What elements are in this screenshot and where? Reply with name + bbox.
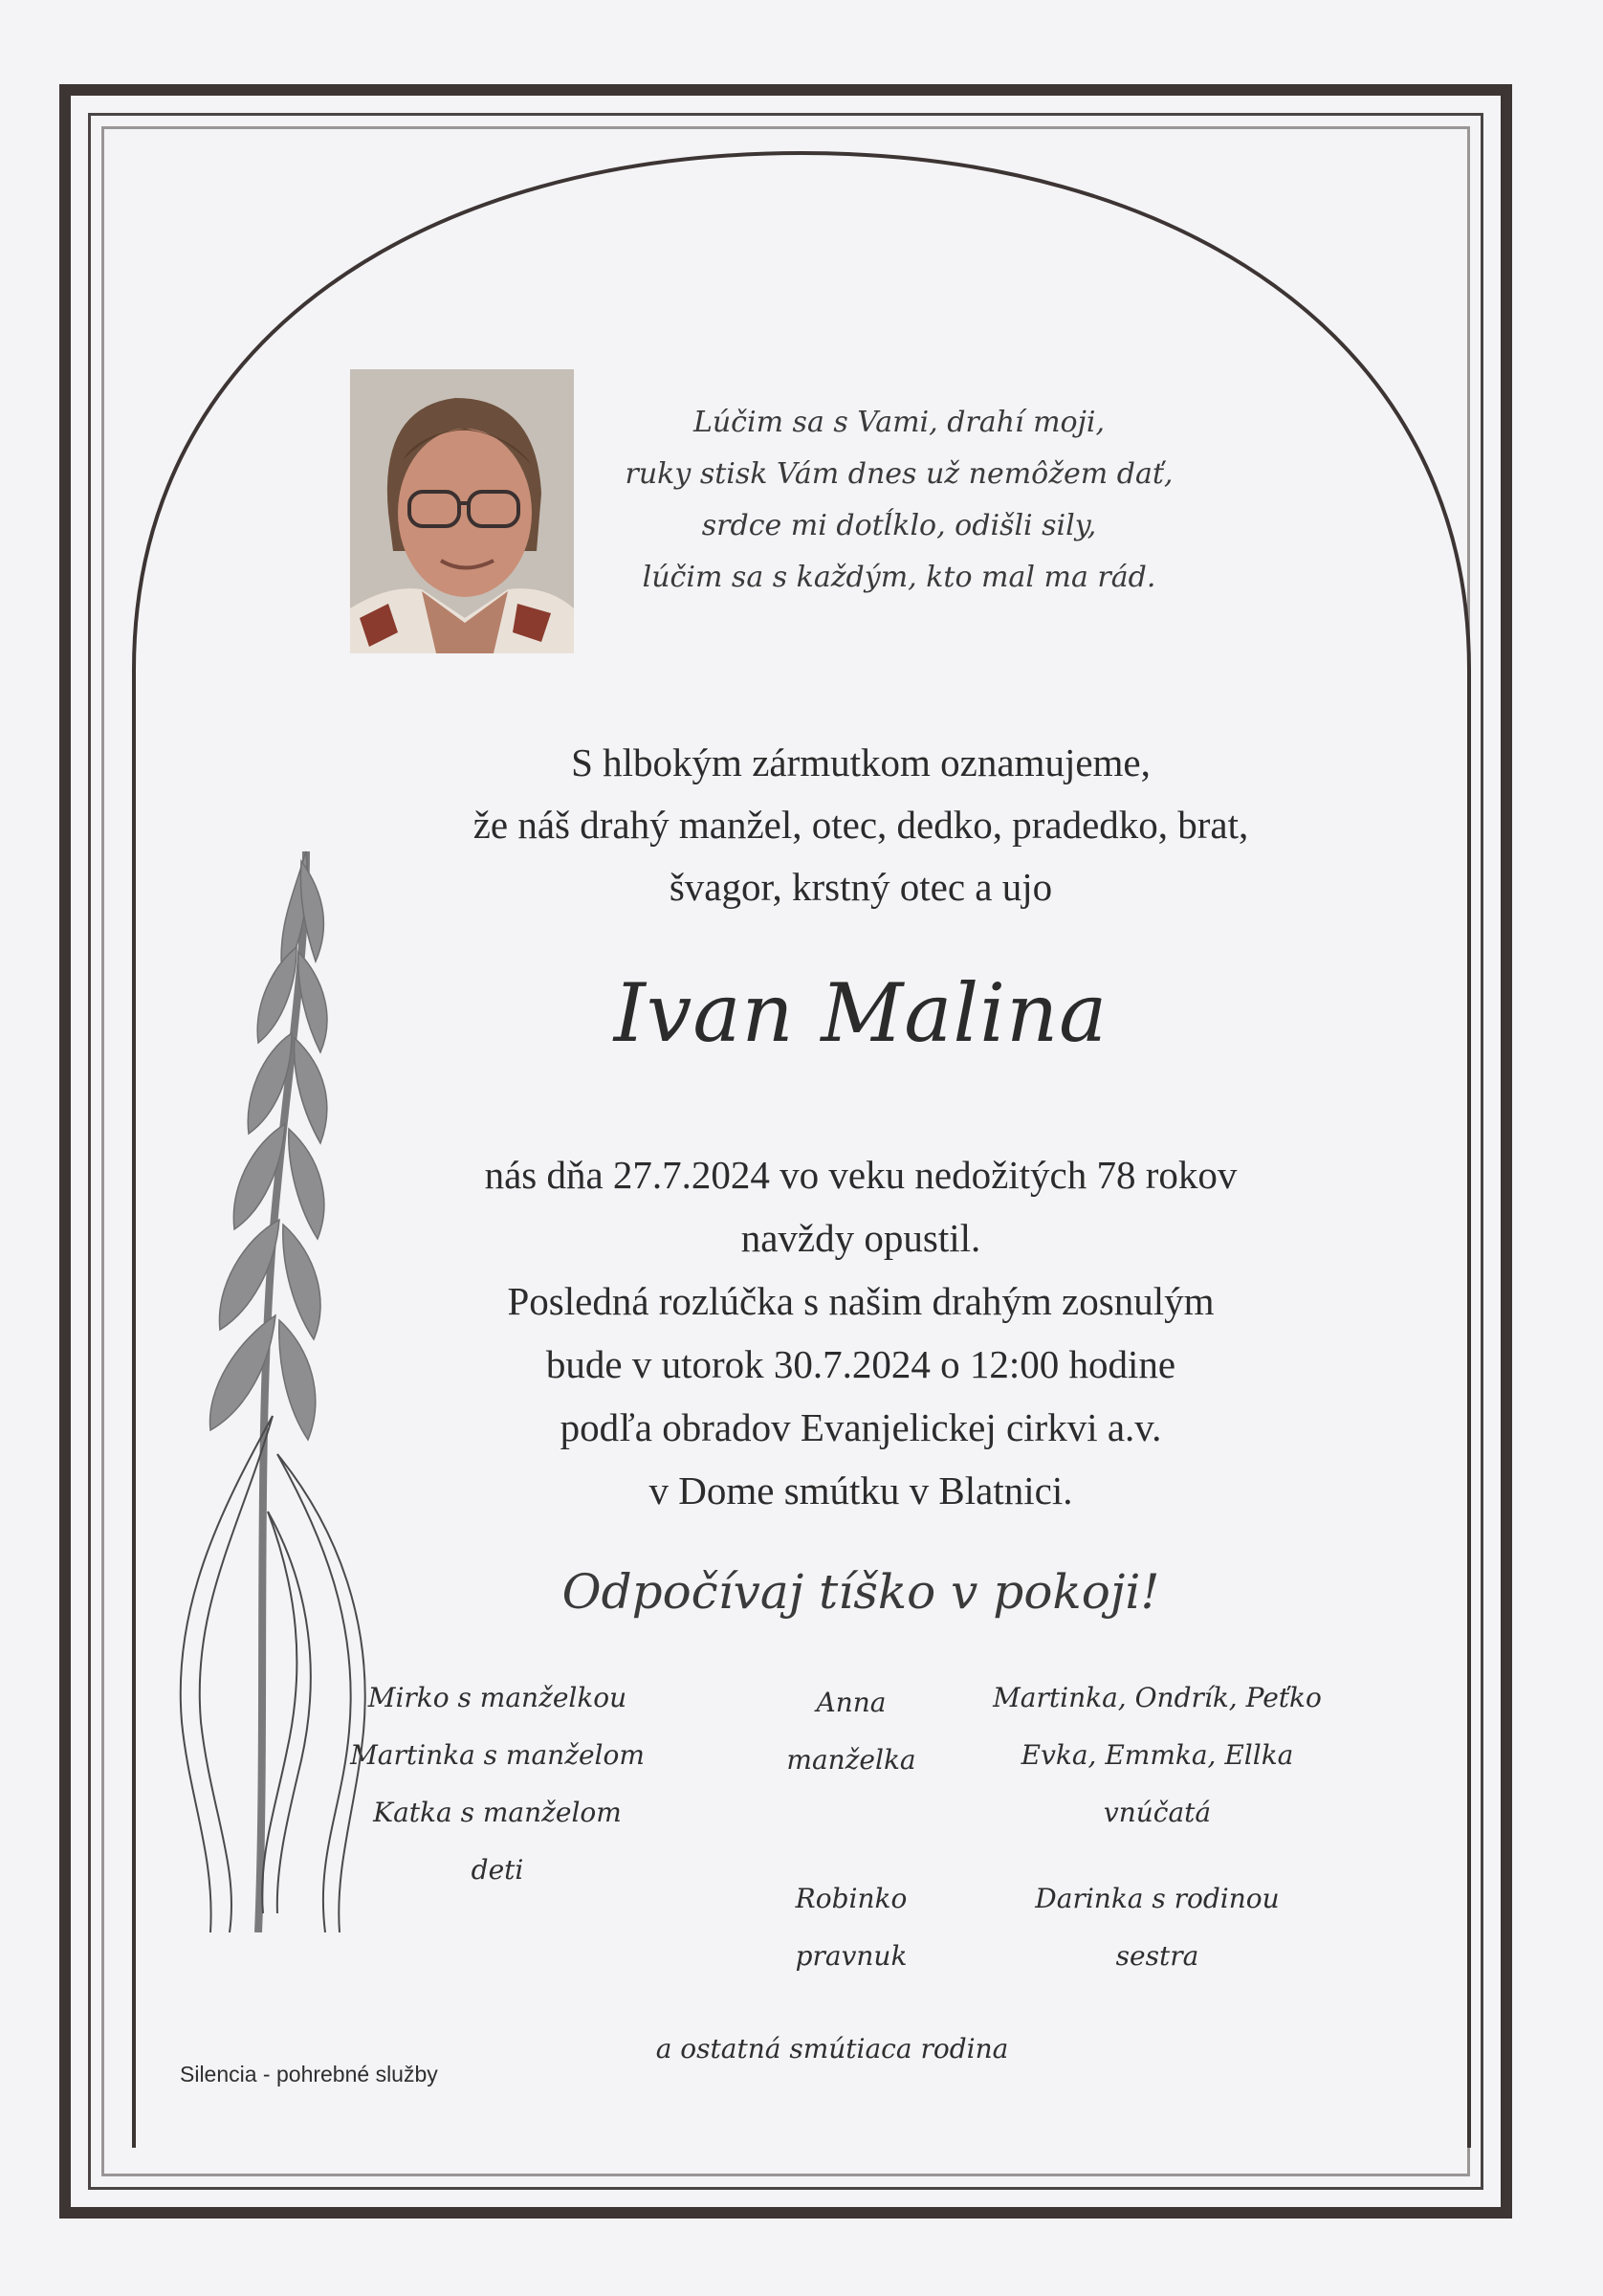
- wheat-stalk-icon: [163, 842, 373, 1932]
- mourner-relation: pravnuk: [795, 1940, 908, 1972]
- funeral-details: [383, 1143, 1339, 1522]
- portrait-photo: [350, 369, 574, 653]
- farewell-phrase: Odpočívaj tíško v pokoji!: [561, 1564, 1160, 1620]
- mourner-relation: vnúčatá: [1103, 1797, 1212, 1828]
- details-line: Posledná rozlúčka s našim drahým zosnulým: [507, 1279, 1215, 1323]
- mourner-line: Katka s manželom: [373, 1797, 622, 1828]
- details-line: v Dome smútku v Blatnici.: [648, 1468, 1073, 1512]
- mourners-grandchildren: [966, 1669, 1349, 1842]
- mourner-line: Martinka, Ondrík, Peťko: [993, 1682, 1322, 1713]
- deceased-name: Ivan Malina: [613, 966, 1109, 1060]
- poem-line: lúčim sa s každým, kto mal ma rád.: [642, 561, 1156, 594]
- mourners-wife: [736, 1674, 966, 1789]
- mourners-rest: a ostatná smútiaca rodina: [655, 2033, 1009, 2064]
- details-line: bude v utorok 30.7.2024 o 12:00 hodine: [545, 1342, 1176, 1386]
- mourner-relation: deti: [471, 1854, 524, 1886]
- funeral-service-brand: Silencia - pohrebné služby: [180, 2062, 438, 2086]
- details-line: nás dňa 27.7.2024 vo veku nedožitých 78 rokov: [484, 1153, 1238, 1197]
- mourner-line: Martinka s manželom: [350, 1739, 645, 1771]
- details-line: navždy opustil.: [740, 1216, 981, 1260]
- poem-line: ruky stisk Vám dnes už nemôžem dať,: [625, 457, 1174, 491]
- mourners-children: [344, 1669, 650, 1899]
- announcement: [383, 732, 1339, 918]
- announcement-line: S hlbokým zármutkom oznamujeme,: [571, 740, 1151, 784]
- mourner-line: Mirko s manželkou: [367, 1682, 627, 1713]
- mourner-line: Darinka s rodinou: [1035, 1883, 1280, 1914]
- details-line: podľa obradov Evanjelickej cirkvi a.v.: [560, 1405, 1162, 1449]
- mourner-line: Anna: [816, 1687, 887, 1718]
- mourner-line: Evka, Emmka, Ellka: [1021, 1739, 1294, 1771]
- mourner-relation: sestra: [1115, 1940, 1199, 1972]
- poem-line: srdce mi dotĺklo, odišli sily,: [701, 509, 1097, 542]
- mourner-relation: manželka: [786, 1744, 916, 1776]
- mourners-sister: [985, 1870, 1329, 1985]
- announcement-line: že náš drahý manžel, otec, dedko, pradedko, brat,: [472, 803, 1249, 847]
- farewell-poem: [593, 397, 1205, 604]
- mourner-line: Robinko: [795, 1883, 908, 1914]
- poem-line: Lúčim sa s Vami, drahí moji,: [692, 406, 1106, 439]
- mourners-great-grandchild: [736, 1870, 966, 1985]
- announcement-line: švagor, krstný otec a ujo: [669, 865, 1053, 909]
